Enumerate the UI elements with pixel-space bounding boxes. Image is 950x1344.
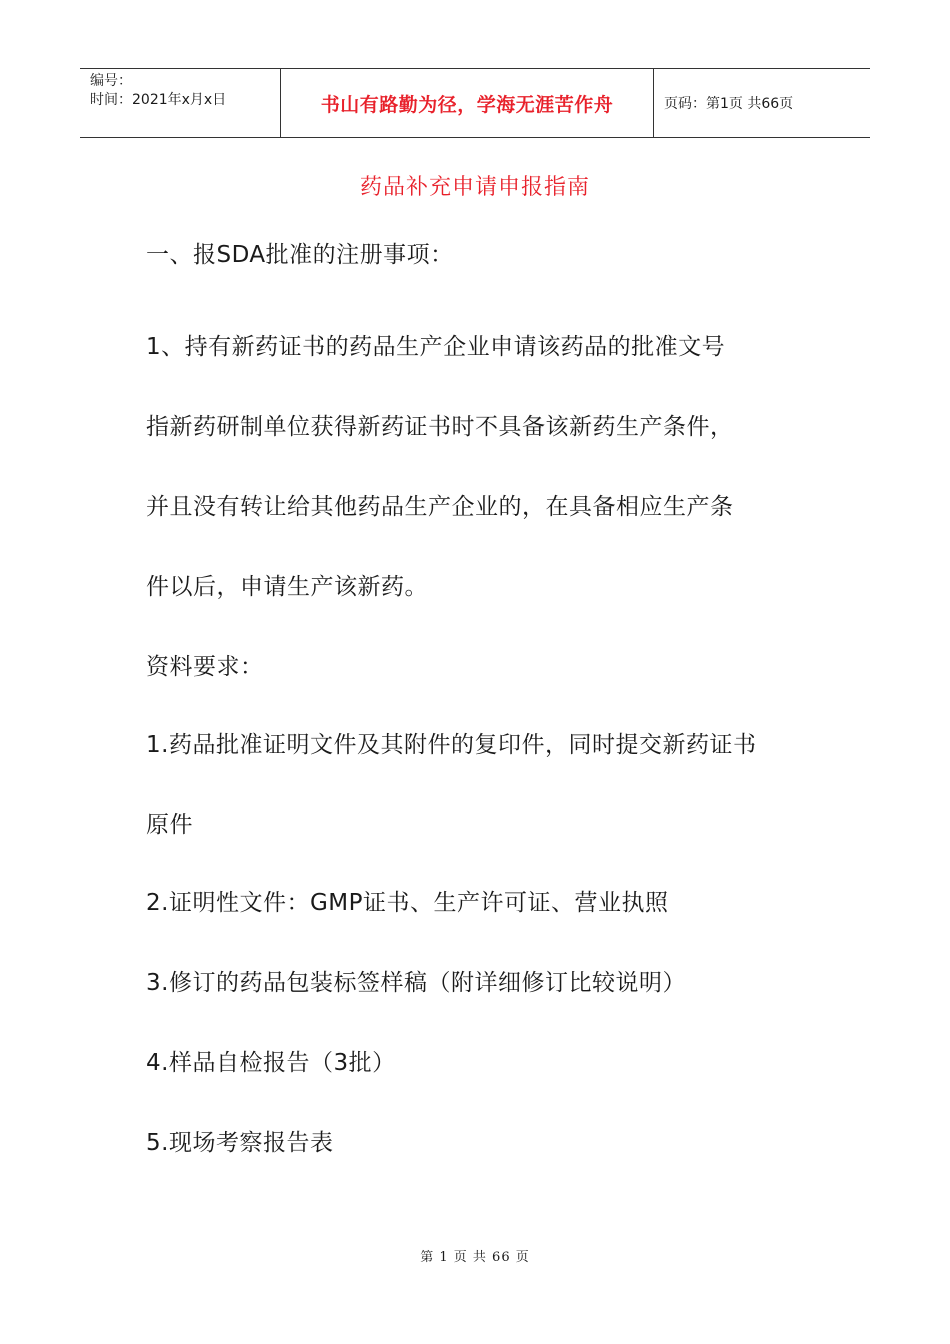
paragraph-line: 并且没有转让给其他药品生产企业的，在具备相应生产条 (146, 494, 734, 520)
header-motto: 书山有路勤为径，学海无涯苦作舟 (320, 93, 614, 116)
time-label: 时间：2021年x月x日 (90, 92, 227, 108)
document-title: 药品补充申请申报指南 (359, 175, 590, 200)
requirements-heading: 资料要求： (146, 654, 264, 680)
header-motto-cell (281, 69, 654, 137)
page-footer: 第 1 页 共 66 页 (420, 1250, 530, 1265)
header-meta-cell (80, 69, 281, 137)
number-label: 编号： (90, 73, 132, 89)
requirement-item: 4.样品自检报告（3批） (146, 1050, 396, 1076)
requirement-item: 5.现场考察报告表 (146, 1130, 334, 1156)
requirement-item: 1.药品批准证明文件及其附件的复印件，同时提交新药证书 (146, 732, 757, 758)
section-heading: 一、报SDA批准的注册事项： (146, 242, 454, 268)
paragraph-line: 件以后，申请生产该新药。 (146, 574, 428, 600)
requirement-item-continuation: 原件 (146, 812, 193, 838)
header-page-info: 页码：第1页 共66页 (664, 96, 794, 112)
header-page-cell (654, 69, 870, 137)
paragraph-line: 指新药研制单位获得新药证书时不具备该新药生产条件， (146, 414, 734, 440)
requirement-item: 3.修订的药品包装标签样稿（附详细修订比较说明） (146, 970, 686, 996)
paragraph-line: 1、持有新药证书的药品生产企业申请该药品的批准文号 (146, 334, 726, 360)
requirement-item: 2.证明性文件：GMP证书、生产许可证、营业执照 (146, 890, 669, 916)
header-table (80, 68, 870, 138)
